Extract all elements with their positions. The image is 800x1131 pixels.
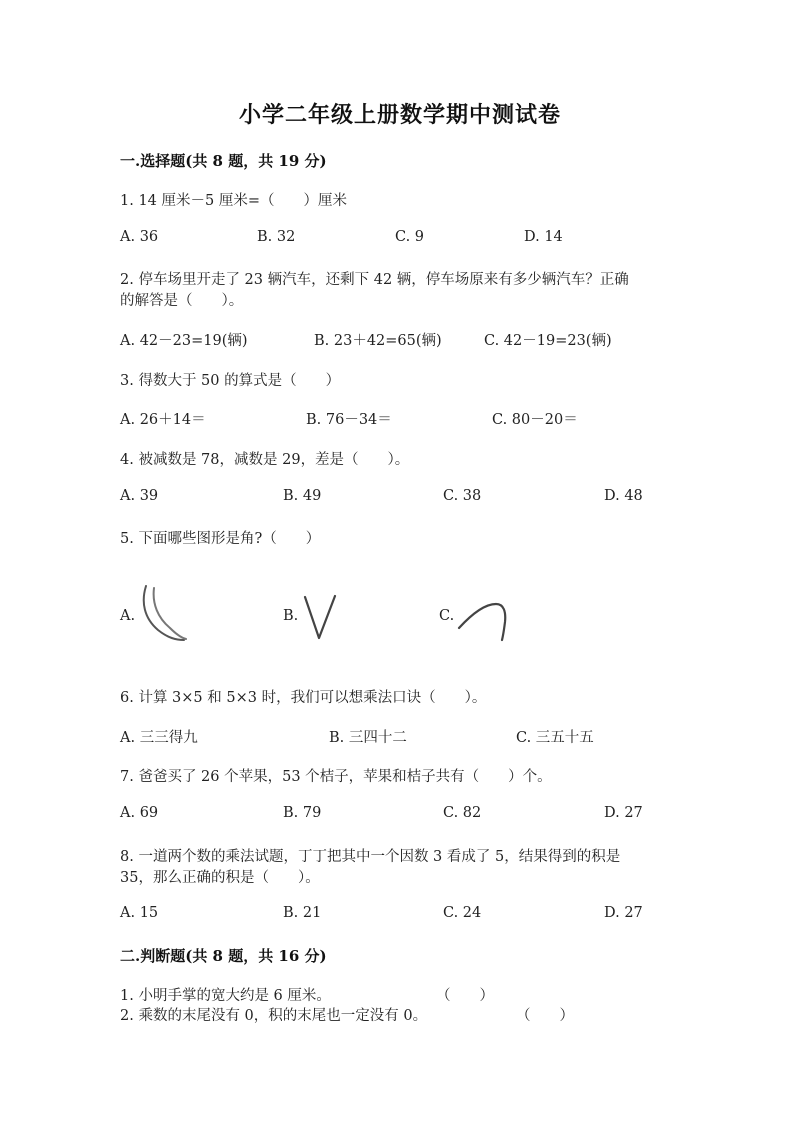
- v-angle-figure: [302, 594, 338, 642]
- q8-option-a: A. 15: [120, 905, 159, 921]
- question-2-text-line-1: 2. 停车场里开走了 23 辆汽车，还剩下 42 辆，停车场原来有多少辆汽车？正确: [120, 272, 629, 288]
- q1-option-d: D. 14: [524, 229, 563, 245]
- question-7-text: 7. 爸爸买了 26 个苹果，53 个桔子，苹果和桔子共有（ ）个。: [120, 769, 552, 785]
- q5-option-c: C.: [439, 608, 455, 624]
- section-heading-choice: 一.选择题(共 8 题，共 19 分): [120, 152, 327, 170]
- q8-option-b: B. 21: [283, 905, 322, 921]
- judgement-1-blank: （ ）: [436, 988, 494, 1004]
- question-8-text-line-1: 8. 一道两个数的乘法试题，丁丁把其中一个因数 3 看成了 5，结果得到的积是: [120, 849, 621, 865]
- judgement-2-blank: （ ）: [516, 1008, 574, 1024]
- judgement-2-text: 2. 乘数的末尾没有 0，积的末尾也一定没有 0。: [120, 1008, 428, 1024]
- judgement-1-text: 1. 小明手掌的宽大约是 6 厘米。: [120, 988, 331, 1004]
- q7-option-d: D. 27: [604, 805, 643, 821]
- q2-option-c: C. 42－19=23(辆): [484, 333, 612, 349]
- question-1-text: 1. 14 厘米－5 厘米=（ ）厘米: [120, 193, 347, 209]
- q1-option-a: A. 36: [120, 229, 159, 245]
- q3-option-b: B. 76－34＝: [306, 412, 392, 428]
- q4-option-b: B. 49: [283, 488, 322, 504]
- q2-option-a: A. 42－23=19(辆): [120, 333, 248, 349]
- q6-option-a: A. 三三得九: [120, 730, 198, 746]
- q1-option-b: B. 32: [257, 229, 296, 245]
- q1-option-c: C. 9: [395, 229, 425, 245]
- q8-option-d: D. 27: [604, 905, 643, 921]
- question-2-text-line-2: 的解答是（ ）。: [120, 293, 244, 309]
- q8-option-c: C. 24: [443, 905, 482, 921]
- q4-option-c: C. 38: [443, 488, 482, 504]
- q6-option-c: C. 三五十五: [516, 730, 594, 746]
- q3-option-a: A. 26＋14＝: [120, 412, 206, 428]
- curved-strokes-figure: [138, 584, 190, 642]
- question-4-text: 4. 被减数是 78，减数是 29，差是（ ）。: [120, 452, 410, 468]
- q2-option-b: B. 23＋42=65(辆): [314, 333, 442, 349]
- q7-option-b: B. 79: [283, 805, 322, 821]
- q3-option-c: C. 80－20＝: [492, 412, 578, 428]
- q5-option-a: A.: [120, 608, 136, 624]
- q5-option-b: B.: [283, 608, 299, 624]
- question-8-text-line-2: 35，那么正确的积是（ ）。: [120, 870, 320, 886]
- q6-option-b: B. 三四十二: [329, 730, 407, 746]
- section-heading-judgement: 二.判断题(共 8 题，共 16 分): [120, 947, 327, 965]
- q4-option-d: D. 48: [604, 488, 643, 504]
- q7-option-a: A. 69: [120, 805, 159, 821]
- arc-hook-figure: [456, 598, 512, 644]
- page-title: 小学二年级上册数学期中测试卷: [238, 102, 561, 128]
- q4-option-a: A. 39: [120, 488, 159, 504]
- question-3-text: 3. 得数大于 50 的算式是（ ）: [120, 373, 341, 389]
- question-5-text: 5. 下面哪些图形是角?（ ）: [120, 531, 321, 547]
- q7-option-c: C. 82: [443, 805, 482, 821]
- question-6-text: 6. 计算 3×5 和 5×3 时，我们可以想乘法口诀（ ）。: [120, 690, 487, 706]
